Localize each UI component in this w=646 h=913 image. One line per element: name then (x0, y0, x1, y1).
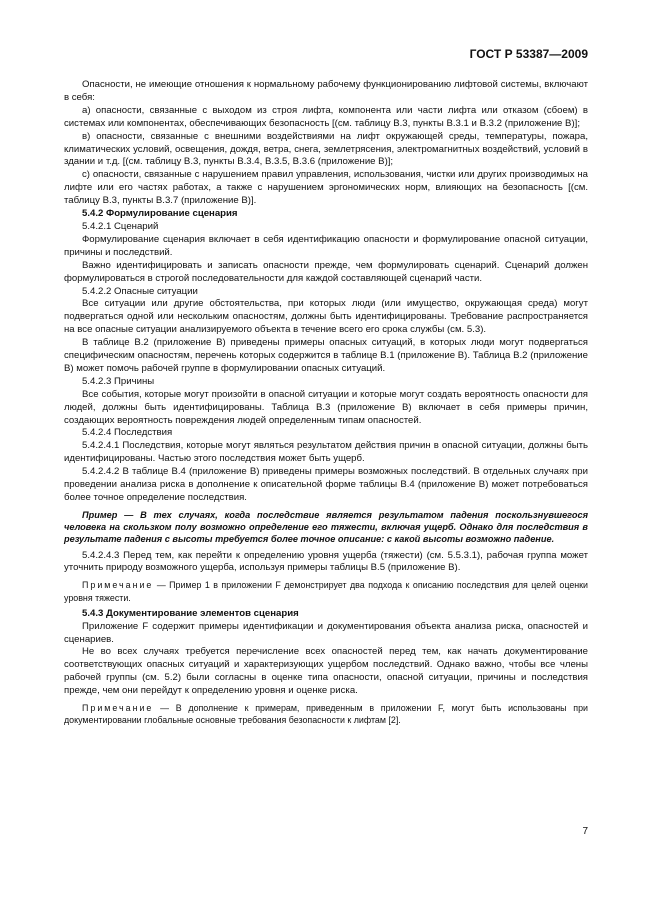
hazard-item-c: с) опасности, связанные с нарушением правил управления, использования, чистки или других производимых на лифте или его частях работах, а также с нарушением эргономических норм, влияющих на безопасность [(см. таблицу В.3, пункты В.3.7 (приложение В)]. (64, 169, 588, 207)
table-b2-reference: В таблице В.2 (приложение В) приведены примеры опасных ситуаций, в которых люди могут подвергаться специфическим опасностям, перечень которых содержится в таблице В.1 (приложение В). Таблица В.2 (приложение В) может помочь рабочей группе в формулировании опасных ситуаций. (64, 337, 588, 374)
documentation-text: Не во всех случаях требуется перечисление всех опасностей перед тем, как начать документирование соответствующих опасных ситуаций и характеризующих ущербом последствий. Однако важно, чтобы все члены рабочей группы (см. 5.2) были согласны в оценке типа опасности, опасной ситуации, причины и последствия прежде, чем они перейдут к определению уровня и оценке риска. (64, 646, 588, 697)
standard-code-header: ГОСТ Р 53387—2009 (469, 47, 588, 61)
hazards-intro: Опасности, не имеющие отношения к нормальному рабочему функционированию лифтовой системы, включают в себя: (64, 79, 588, 103)
note-2-text: — В дополнение к примерам, приведенным в приложении F, могут быть использованы при документировании глобальные основные требования безопасности к лифтам [2]. (64, 703, 588, 726)
note-2-label: Примечание (82, 703, 154, 714)
scenario-definition: Формулирование сценария включает в себя идентификацию опасности и формулирование опасной ситуации, причины и последствий. (64, 233, 588, 258)
document-body (64, 79, 588, 730)
note-1 (64, 579, 588, 603)
hazard-item-a: а) опасности, связанные с выходом из строя лифта, компонента или части лифта или отказом (сбоем) в системах или компонентах, обеспечивающих безопасность [(см. таблицу В.3, пункты В.3.1 и В.3.2 (приложение В)]; (64, 104, 588, 129)
subsection-5-4-2-2: 5.4.2.2 Опасные ситуации (82, 285, 198, 297)
note-2 (64, 702, 588, 726)
subsection-5-4-2-3: 5.4.2.3 Причины (82, 375, 155, 387)
consequences-5-4-2-4-2: 5.4.2.4.2 В таблице В.4 (приложение В) приведены примеры возможных последствий. В отдельных случаях при проведении анализа риска в дополнение к описательной форме таблицы В.4 (приложение В) может потребоваться более точное определение последствия. (64, 466, 588, 503)
note-1-text: — Пример 1 в приложении F демонстрирует два подхода к описанию последствия для целей оценки уровня тяжести. (64, 580, 588, 603)
causes-text: Все события, которые могут произойти в опасной ситуации и которые могут создать вероятность опасности для людей, должны быть идентифицированы. Таблица В.3 (приложение В) включает в себя примеры причин, создающих вероятность повреждения людей определенным типам опасностей. (64, 388, 588, 426)
consequences-5-4-2-4-3: 5.4.2.4.3 Перед тем, как перейти к определению уровня ущерба (тяжести) (см. 5.5.3.1), рабочая группа может уточнить природу возможного ущерба, используя примеры таблицы В.5 (приложение В). (64, 549, 588, 574)
annex-f-reference: Приложение F содержит примеры идентификации и документирования объекта анализа риска, опасностей и сценариев. (64, 620, 588, 645)
hazard-item-b: в) опасности, связанные с внешними воздействиями на лифт окружающей среды, температуры, пожара, климатических условий, освещения, дождя, ветра, снега, землетрясения, электромагнитных воздействий, условий в здании и т.д. [(см. таблицу В.3, пункты В.3.4, В.3.5, В.3.6 (приложение В)]; (64, 130, 588, 168)
subsection-5-4-2-4: 5.4.2.4 Последствия (82, 427, 173, 439)
section-heading-5-4-2: 5.4.2 Формулирование сценария (82, 208, 238, 220)
example-block: Пример — В тех случаях, когда последствие является результатом падения поскользнувшегося человека на скользком полу возможно определение его тяжести, включая ущерб. Однако для последствия в результате падения с высоты требуется более точное описание: с какой высоты возможно падение. (64, 509, 588, 545)
note-1-label: Примечание (82, 580, 154, 591)
hazardous-situations-text: Все ситуации или другие обстоятельства, при которых люди (или имущество, окружающая среда) могут подвергаться одной или нескольким опасностям, должны быть идентифицированы. Требование распространяется на все опасные ситуации анализируемого объекта в течение всего его срока службы (см. 5.3). (64, 298, 588, 336)
consequences-5-4-2-4-1: 5.4.2.4.1 Последствия, которые могут являться результатом действия причин в опасной ситуации, должны быть идентифицированы. Частью этого последствия может быть ущерб. (64, 440, 588, 465)
subsection-5-4-2-1: 5.4.2.1 Сценарий (82, 220, 159, 232)
page-number: 7 (582, 826, 588, 837)
scenario-order: Важно идентифицировать и записать опасности прежде, чем формулировать сценарий. Сценарий должен формулироваться в строгой последовательности для каждой составляющей сценарий части. (64, 259, 588, 284)
section-heading-5-4-3: 5.4.3 Документирование элементов сценария (82, 607, 299, 619)
